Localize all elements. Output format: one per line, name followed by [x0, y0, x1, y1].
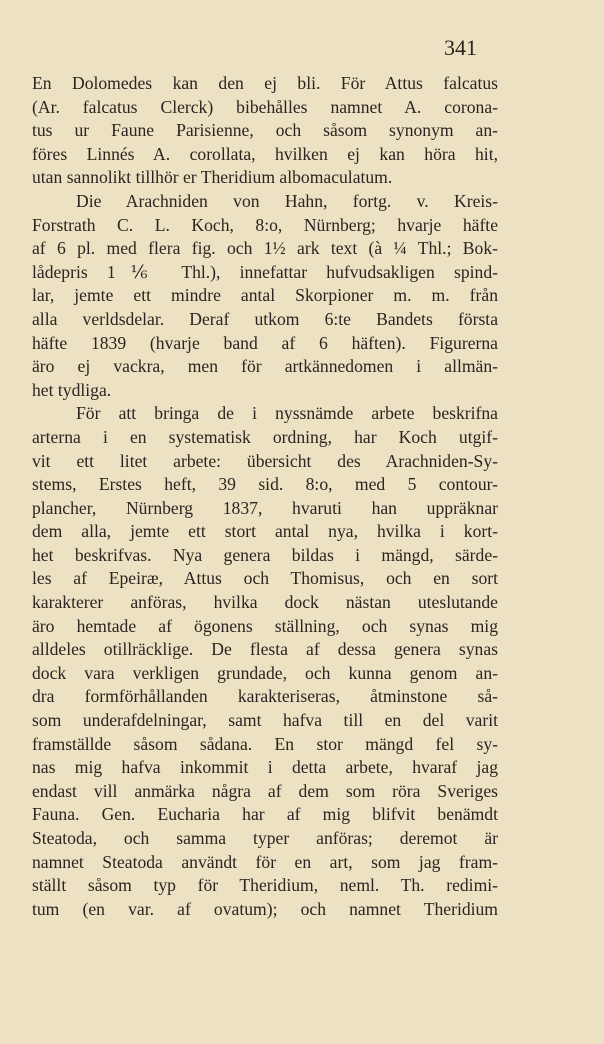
text-line: arterna i en systematisk ordning, har Koch utgif-: [32, 426, 498, 447]
text-line: af 6 pl. med flera fig. och 1½ ark text (à ¼ Thl.; Bok-: [32, 238, 498, 259]
text-line: Forstrath C. L. Koch, 8:o, Nürnberg; hvarje häfte: [32, 214, 498, 235]
text-line: För att bringa de i nyssnämde arbete beskrifna: [76, 403, 498, 424]
text-line: som underafdelningar, samt hafva till en del varit: [32, 710, 498, 731]
text-line: karakterer anföras, hvilka dock nästan uteslutande: [32, 592, 498, 613]
text-line: dock vara verkligen grundade, och kunna genom an-: [32, 662, 498, 683]
text-line: utan sannolikt tillhör er Theridium albomaculatum.: [32, 167, 393, 188]
text-line: ställt såsom typ för Theridium, neml. Th. redimi-: [32, 875, 498, 896]
text-line: tum (en var. af ovatum); och namnet Theridium: [32, 898, 498, 919]
text-line: föres Linnés A. corollata, hvilken ej kan höra hit,: [32, 143, 498, 164]
text-line: äro hemtade af ögonens ställning, och synas mig: [32, 615, 498, 636]
page-number: 341: [444, 35, 477, 60]
text-line: lar, jemte ett mindre antal Skorpioner m. m. från: [32, 285, 498, 306]
text-line: alldeles otillräcklige. De flesta af dessa genera synas: [32, 639, 498, 660]
text-line: Die Arachniden von Hahn, fortg. v. Kreis-: [76, 190, 498, 211]
text-line: Fauna. Gen. Eucharia har af mig blifvit benämdt: [32, 804, 498, 825]
text-line: namnet Steatoda användt för en art, som jag fram-: [32, 851, 498, 872]
text-line: (Ar. falcatus Clerck) bibehålles namnet A. corona-: [32, 96, 498, 117]
text-line: Steatoda, och samma typer anföras; deremot är: [32, 828, 498, 848]
text-line: endast vill anmärka några af dem som röra Sveriges: [32, 780, 498, 801]
text-line: lådepris 1⅙ Thl.), innefattar hufvudsakligen spind-: [32, 261, 498, 282]
text-line: stems, Erstes heft, 39 sid. 8:o, med 5 contour-: [32, 474, 498, 495]
text-line: het tydliga.: [32, 379, 112, 400]
text-line: dra formförhållanden karakteriseras, åtminstone så-: [32, 686, 498, 707]
text-line: plancher, Nürnberg 1837, hvaruti han uppräknar: [32, 497, 498, 518]
text-line: alla verldsdelar. Deraf utkom 6:te Bandets första: [32, 308, 498, 329]
text-line: häfte 1839 (hvarje band af 6 häften). Figurerna: [32, 332, 498, 353]
text-line: vit ett litet arbete: übersicht des Arachniden-Sy-: [32, 450, 498, 471]
text-line: dem alla, jemte ett stort antal nya, hvilka i kort-: [32, 521, 498, 542]
text-line: tus ur Faune Parisienne, och såsom synonym an-: [32, 120, 498, 141]
text-line: framställde såsom sådana. En stor mängd fel sy-: [32, 733, 498, 754]
text-line: äro ej vackra, men för artkännedomen i allmän-: [32, 356, 498, 377]
text-line: En Dolomedes kan den ej bli. För Attus falcatus: [32, 73, 498, 93]
text-line: nas mig hafva inkommit i detta arbete, hvaraf jag: [32, 757, 498, 778]
text-line: les af Epeiræ, Attus och Thomisus, och en sort: [32, 568, 498, 589]
body-text: [32, 72, 498, 921]
text-line: het beskrifvas. Nya genera bildas i mängd, särde-: [32, 544, 498, 565]
